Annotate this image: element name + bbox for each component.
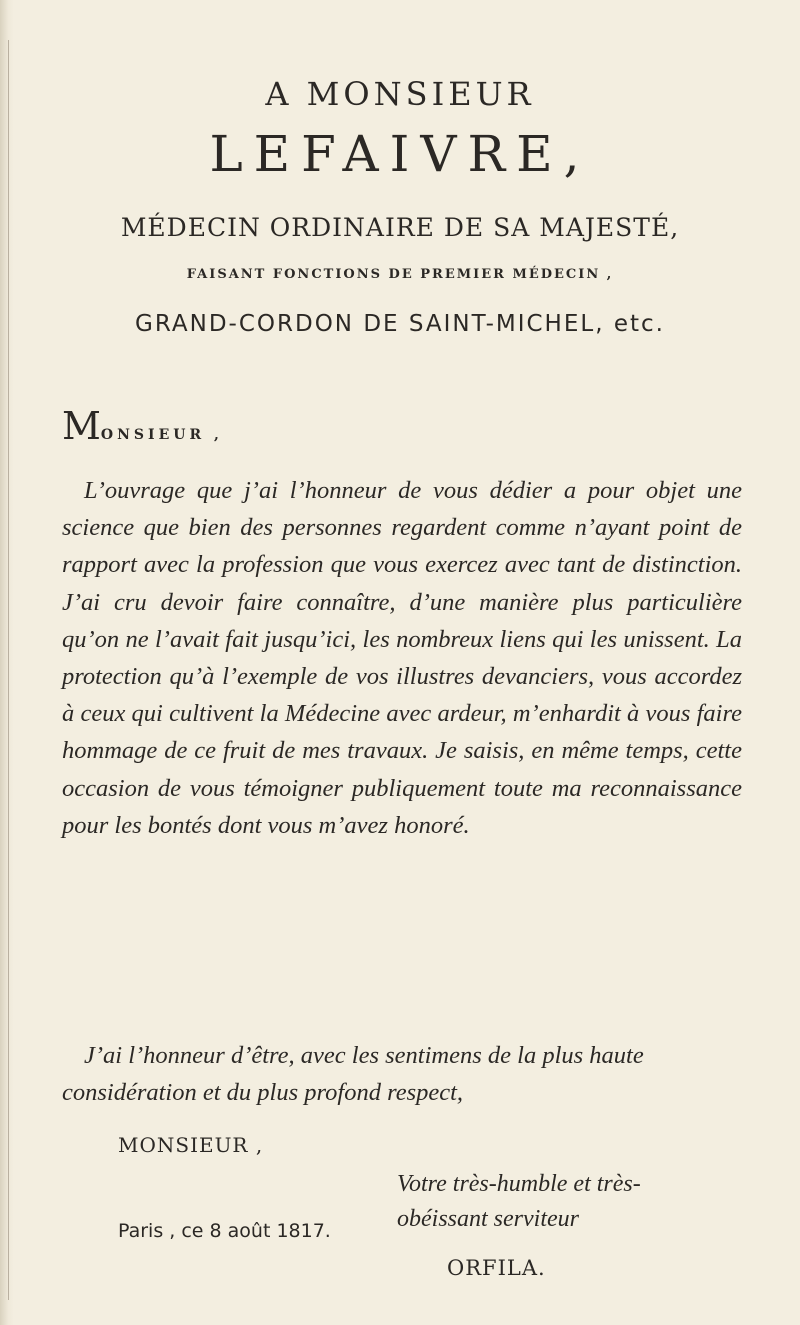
dedicatee-title: MÉDECIN ORDINAIRE DE SA MAJESTÉ, [120,213,680,242]
salutation [62,404,223,448]
letter-body: L’ouvrage que j’ai l’honneur de vous dédier a pour objet une science que bien des personnes regardent comme n’ayant point de rapport avec la profession que vous exercez avec tant de distinction. J’ai cru devoir faire connaître, d’une manière plus particulière qu’on ne l’avait fait jusqu’ici, les nombreux liens qui les unissent. La protection qu’à l’exemple de vos illustres devanciers, vous accordez à ceux qui cultivent la Médecine avec ardeur, m’enhardit à vous faire hommage de ce fruit de mes travaux. Je saisis, en même temps, cette occasion de vous témoigner publiquement toute ma reconnaissance pour les bontés dont vous m’avez honoré. [62,477,742,839]
place-date: Paris , ce 8 août 1817. [118,1220,331,1242]
signature: ORFILA. [447,1256,546,1280]
dedicatee-name: LEFAIVRE, [209,125,591,183]
dedicatee-functions: FAISANT FONCTIONS DE PREMIER MÉDECIN , [186,267,614,282]
page-gutter [0,0,14,1325]
salutation-initial: M [62,404,101,448]
salutation-rest: ONSIEUR , [100,427,223,443]
dedicatee-order: GRAND-CORDON DE SAINT-MICHEL, etc. [135,311,665,337]
servant-formula: Votre très-humble et très-obéissant serviteur [397,1171,641,1232]
closing-address: MONSIEUR , [118,1133,264,1157]
letter-closing: J’ai l’honneur d’être, avec les sentimens de la plus haute considération et du plus profond respect, [62,1042,644,1107]
dedication-label: A MONSIEUR [265,75,535,113]
